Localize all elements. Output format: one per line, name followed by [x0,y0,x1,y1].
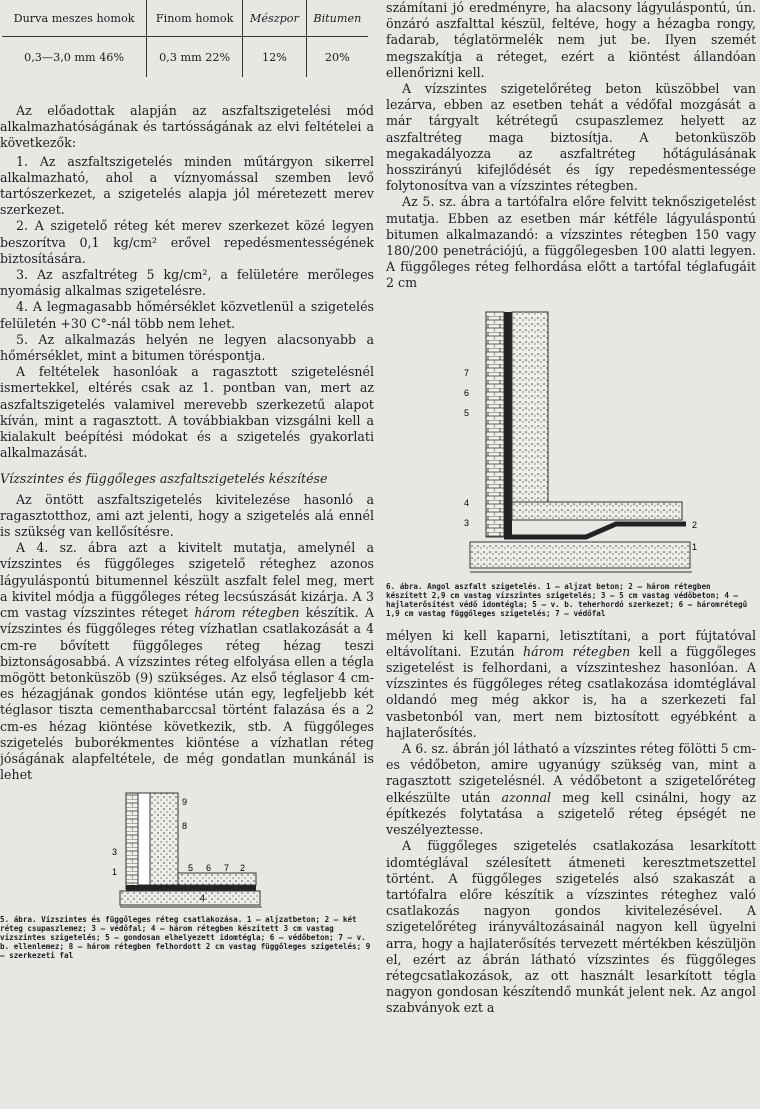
italic-text: három rétegben [522,643,631,659]
horizontal-insulation [126,885,256,891]
figure-label: 4 [464,497,470,508]
paragraph: A függőleges szigetelés csatlakozása lesarkított idomtéglával szélesített átmeneti keresztmetszettel történt. A függőleges szigetelés alsó szakaszát a tartófalra előre készítik a vízszintes réteghez való csatlakozás nagyon gondos kivitelezésével. A szigetelőréteg irányváltozásainál nagyon kell ügyelni arra, hogy a hajlaterősítés tervezett mértékben készüljön el, ezért az ábrán látható vízszintes és függőleges rétegcsatlakozások, az ott használt lesarkított tégla nagyon gondosan készítendő munkát jelent nek. Az angol szabványok ezt a [386,838,756,1016]
counter-slab [178,873,256,885]
load-bearing-structure [512,312,548,502]
figure-6-diagram [386,292,756,582]
condition-item: 5. Az alkalmazás helyén ne legyen alacsonyabb a hőmérséklet, mint a bitumen töréspontja. [0,331,374,364]
paragraph [386,628,756,741]
base-concrete [120,891,260,905]
protective-wall [126,793,138,889]
figure-label: 1 [112,867,118,878]
vertical-insulation [138,793,150,885]
paragraph: Az öntött aszfaltszigetelés kivitelezése hasonló a ragasztotthoz, ami azt jelenti, hogy a szigetelés alá ennél is szükség van kellősítésre. [0,491,374,540]
text-run: mélyen ki kell kaparni, letisztítani, a port fújtatóval eltávolítani. Ezután [386,627,756,659]
figure-label: 1 [692,541,698,552]
table-header: Bitumen [306,0,368,37]
paragraph: A vízszintes szigetelőréteg beton küszöbbel van lezárva, ebben az esetben tehát a védőfal mozgását a már tárgyalt kétrétegű csupaszlemez helyett az aszfaltréteg maga biztosítja. A betonküszöb megakadályozza az aszfaltréteg hőtágulásának hosszirányú kifejlődését és így repedésmentessége folytonosítva van a vízszintes rétegben. [386,81,756,194]
table-cell: 0,3—3,0 mm 46% [2,37,147,78]
figure-label: 7 [464,367,470,378]
text-run: meg kell csinálni, hogy az építkezés folytatása a szigetelő réteg épségét ne veszélyeztesse. [386,789,756,838]
text-run: kell a függőleges szigetelést is felhordani, a vízszinteshez hasonlóan. A vízszintes és függőleges réteg csatlakozása idomtéglával oldandó meg még akkor is, ha a szerkezeti fal vasbetonból van, mert nem biztosított egyébként a hajlaterősítés. [386,643,757,740]
figure-label: 5 [464,407,470,418]
section-heading: Vízszintes és függőleges aszfaltszigetelés készítése [0,471,328,487]
figure-label: 4 [200,893,206,904]
condition-item: 4. A legmagasabb hőmérséklet közvetlenül a szigetelés felületén +30 C°-nál több nem lehet. [0,299,374,331]
paragraph: Az 5. sz. ábra a tartófalra előre felvitt teknőszigetelést mutatja. Ebben az esetben már kétféle lágyuláspontú bitumen alkalmazandó: a vízszintes rétegben 150 vagy 180/200 penetrációjú, a függőlegesben 100 alatti legyen. A függőleges réteg felhordása előtt a tartófal téglafugáit 2 cm [386,194,756,291]
figure-label: 6 [464,387,470,398]
paragraph: számítani jó eredményre, ha alacsony lágyuláspontú, ún. önzáró aszfalttal készül, feltéve, hogy a hézagba rongy, fadarab, téglatörmelék nem jut be. Ilyen szemét megszakítja a réteget, ezért a kiöntést állandóan ellenőrizni kell. [386,0,756,80]
table-header: Durva meszes homok [2,0,147,37]
mix-composition-table [2,0,368,77]
italic-text: azonnal [501,789,552,805]
figure-label: 3 [464,517,470,528]
table-header: Mészpor [243,0,307,37]
figure-label: 8 [182,821,188,832]
horizontal-insulation [504,524,686,537]
text-run: készítik. A vízszintes és függőleges réteg vízhatlan csatlakozását a 4 cm-re bővített függőleges réteg hézag teszi biztonságosabbá. A vízszintes réteg elfolyása ellen a tégla mögött betonküszöb (9) szükséges. Az első téglasor 4 cm-es hézagjának gondos kiöntése után egy, legfeljebb két téglasor tiszta cementhabarccsal történt falazása és a 2 cm-es hézag kiöntése következik, stb. A függőleges szigetelés buborékmentes kiöntése a vízhatlan réteg jóságának alapfeltétele, de még gondatlan munkánál is lehet [0,605,374,783]
text-run: A 6. sz. ábrán jól látható a vízszintes réteg fölötti 5 cm-es védőbeton, amire ugyanúgy szükség van, mint a ragasztott szigetelésnél. A védőbetont a szigetelőréteg elkészülte után [386,741,756,805]
italic-text: három rétegben [194,605,300,621]
figure-label: 2 [692,519,698,530]
figure-5-diagram [0,783,374,915]
table-cell: 0,3 mm 22% [147,37,243,78]
protective-wall [486,312,504,537]
condition-item: 3. Az aszfaltréteg 5 kg/cm², a felületére merőleges nyomásig alkalmas szigetelésre. [0,267,374,299]
figure-label: 9 [182,797,188,808]
paragraph: Az előadottak alapján az aszfaltszigetelési mód alkalmazhatóságának és tartósságának az elvi feltételei a következők: [0,103,374,151]
protective-concrete [512,502,682,520]
paragraph [0,540,374,783]
text-run: A 4. sz. ábra azt a kivitelt mutatja, amelynél a vízszintes és függőleges szigetelő réteghez azonos lágyuláspontú bitumennel készült aszfalt felel meg, mert a kivitel módja a függőleges réteg lecsúszását kizárja. A 3 cm vastag vízszintes réteget [0,540,374,621]
paragraph [386,741,756,838]
figure-label: 2 [240,863,246,874]
condition-item: 1. Az aszfaltszigetelés minden műtárgyon sikerrel alkalmazható, ahol a víznyomással szemben levő tartószerkezet, a szigetelés alapja jól méretezett merev szerkezet. [0,153,374,218]
table-header-row [2,0,368,37]
table-row [2,37,368,78]
figure-label: 5 [188,863,194,874]
base-concrete [470,542,690,568]
table-cell: 12% [243,37,307,78]
table-header: Finom homok [147,0,243,37]
figure-6-caption: 6. ábra. Angol aszfalt szigetelés. 1 — aljzat beton; 2 — három rétegben készített 2,9 cm vastag vízszintes szigetelés; 3 — 5 cm vastag védőbeton; 4 — hajlaterősítést védő idomtégla; 5 — v. b. teherhordó szerkezet; 6 — háromrétegű 1,9 cm vastag függőleges szigetelés; 7 — védőfal [386,581,748,618]
vertical-insulation [504,312,512,537]
figure-label: 7 [224,863,230,874]
structural-wall [150,793,178,885]
right-column [386,0,756,1017]
figure-5-caption: 5. ábra. Vízszintes és függőleges réteg csatlakozása. 1 — aljzatbeton; 2 — két réteg csupaszlemez; 3 — védőfal; 4 — három rétegben készített 3 cm vastag vízszintes szigetelés; 5 — gondosan elhelyezett idomtégla; 6 — védőbeton; 7 — v. b. ellenlemez; 8 — három rétegben felhordott 2 cm vastag függőleges szigetelés; 9 — szerkezeti fal [0,915,371,961]
figure-label: 6 [206,863,212,874]
figure-label: 3 [112,847,118,858]
table-cell: 20% [324,50,350,64]
condition-item: 2. A szigetelő réteg két merev szerkezet közé legyen beszorítva 0,1 kg/cm² erővel repedésmentességének biztosítására. [0,218,374,266]
left-column [0,0,374,960]
paragraph: A feltételek hasonlóak a ragasztott szigetelésnél ismertekkel, eltérés csak az 1. pontban van, mert az aszfaltszigetelés valamivel merevebb szerkezetű alapot kíván, mint a ragasztott. A továbbiakban vizsgálni kell a kialakult beépítési módokat és a szigetelés gyakorlati alkalmazását. [0,364,374,461]
